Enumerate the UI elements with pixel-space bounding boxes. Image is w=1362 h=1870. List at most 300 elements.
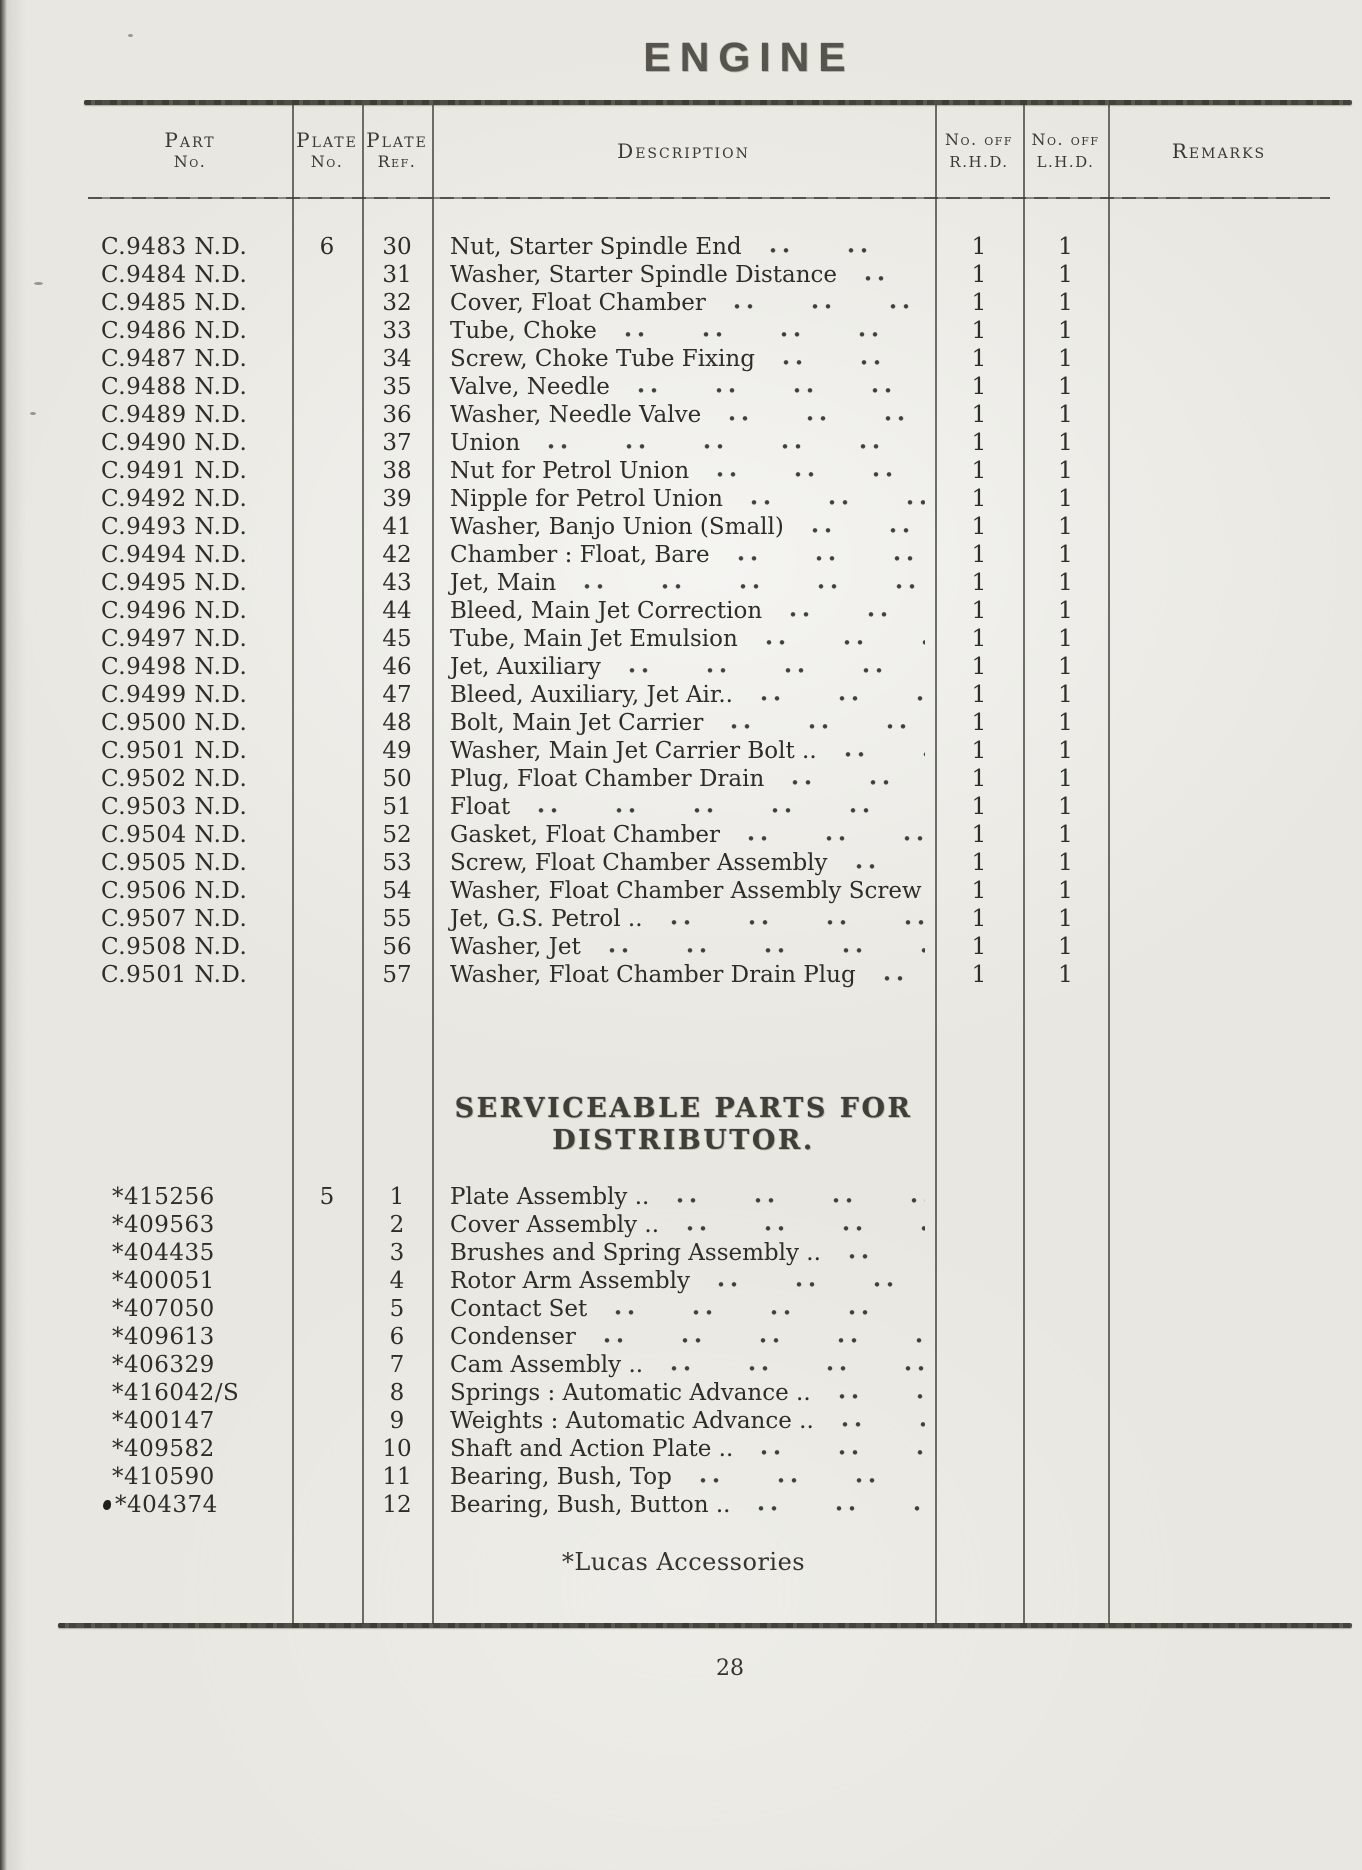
plate-no-cell [292, 401, 362, 429]
no-off-lhd-cell: 1 [1058, 374, 1073, 400]
remarks-cell [1108, 877, 1330, 905]
dot-leader [837, 261, 925, 289]
dot-leader [821, 1239, 925, 1267]
remarks-cell [1108, 1407, 1330, 1435]
table-row [88, 401, 1330, 429]
dot-leader [701, 401, 925, 429]
table-row [88, 513, 1330, 541]
remarks-cell [1108, 233, 1330, 261]
description-cell [432, 1323, 935, 1351]
table-row [88, 1463, 1330, 1491]
table-bottom-rule [58, 1623, 1352, 1628]
plate-no-cell [292, 1463, 362, 1491]
description-cell [432, 1183, 935, 1211]
description-cell [432, 1463, 935, 1491]
description-cell [432, 1295, 935, 1323]
plate-no-cell [292, 1491, 362, 1519]
remarks-cell [1108, 1239, 1330, 1267]
dot-leader [720, 821, 925, 849]
table-row [88, 765, 1330, 793]
carburettor-parts-rows [88, 233, 1330, 989]
plate-no-cell: 6 [319, 234, 335, 260]
plate-no-cell [292, 1295, 362, 1323]
part-no-cell: C.9499 N.D. [101, 682, 248, 708]
part-no-cell: C.9495 N.D. [101, 570, 248, 596]
part-no-cell: C.9485 N.D. [101, 290, 248, 316]
plate-ref-cell: 6 [389, 1324, 405, 1350]
plate-ref-cell: 45 [382, 626, 412, 652]
part-no-cell: *409563 [112, 1212, 215, 1238]
description-cell [432, 513, 935, 541]
no-off-rhd-cell: 1 [971, 850, 987, 876]
no-off-rhd-cell: 1 [971, 374, 987, 400]
no-off-lhd-cell: 1 [1058, 626, 1073, 652]
no-off-rhd-cell: 1 [971, 962, 987, 988]
remarks-cell [1108, 541, 1330, 569]
remarks-cell [1108, 1183, 1330, 1211]
table-row [88, 1267, 1330, 1295]
table-row [88, 1239, 1330, 1267]
plate-ref-cell: 44 [382, 598, 412, 624]
part-no-cell: C.9493 N.D. [101, 514, 248, 540]
remarks-cell [1108, 569, 1330, 597]
no-off-lhd-cell: 1 [1058, 402, 1073, 428]
part-no-cell: C.9501 N.D. [101, 962, 248, 988]
table-row [88, 1379, 1330, 1407]
description-text: Shaft and Action Plate .. [450, 1436, 734, 1462]
no-off-lhd-cell: 1 [1058, 850, 1073, 876]
no-off-rhd-cell [935, 1239, 1023, 1267]
description-cell [432, 345, 935, 373]
description-text: Nut for Petrol Union [450, 458, 690, 484]
table-row [88, 1323, 1330, 1351]
plate-no-cell [292, 961, 362, 989]
no-off-rhd-cell [935, 1407, 1023, 1435]
table-row [88, 373, 1330, 401]
remarks-cell [1108, 1491, 1330, 1519]
plate-ref-cell: 39 [382, 486, 412, 512]
plate-ref-cell: 51 [382, 794, 412, 820]
dot-leader [710, 541, 925, 569]
dot-leader [703, 709, 925, 737]
scan-speck [34, 282, 43, 285]
description-cell [432, 1491, 935, 1519]
part-no-cell: C.9505 N.D. [101, 850, 248, 876]
table-row [88, 429, 1330, 457]
no-off-rhd-cell: 1 [971, 458, 987, 484]
plate-no-cell [292, 597, 362, 625]
table-row [88, 261, 1330, 289]
no-off-lhd-cell: 1 [1058, 570, 1073, 596]
description-cell [432, 541, 935, 569]
part-no-cell: *409613 [112, 1324, 215, 1350]
dot-leader [601, 653, 925, 681]
part-no-cell: *416042/S [112, 1380, 240, 1406]
no-off-rhd-cell [935, 1211, 1023, 1239]
no-off-rhd-cell: 1 [971, 822, 987, 848]
part-no-cell: C.9498 N.D. [101, 654, 248, 680]
part-no-cell: C.9484 N.D. [101, 262, 248, 288]
description-text: Bearing, Bush, Top [450, 1464, 672, 1490]
plate-no-cell [292, 485, 362, 513]
plate-ref-cell: 12 [382, 1492, 412, 1518]
dot-leader [610, 373, 925, 401]
no-off-rhd-cell: 1 [971, 682, 987, 708]
dot-leader [556, 569, 925, 597]
description-text: Cover, Float Chamber [450, 290, 706, 316]
dot-leader [587, 1295, 925, 1323]
table-row [88, 597, 1330, 625]
no-off-lhd-cell [1023, 1407, 1108, 1435]
description-cell [432, 485, 935, 513]
header-no-off-lhd: No. off L.H.D. [1031, 130, 1100, 171]
part-no-cell: *406329 [112, 1352, 215, 1378]
description-text: Washer, Jet [450, 934, 581, 960]
no-off-lhd-cell: 1 [1058, 458, 1073, 484]
page-title: ENGINE [643, 34, 855, 80]
description-text: Gasket, Float Chamber [450, 822, 720, 848]
no-off-rhd-cell [935, 1463, 1023, 1491]
part-no-cell: C.9490 N.D. [101, 430, 248, 456]
no-off-lhd-cell: 1 [1058, 934, 1073, 960]
remarks-cell [1108, 681, 1330, 709]
plate-ref-cell: 36 [382, 402, 412, 428]
no-off-rhd-cell [935, 1183, 1023, 1211]
remarks-cell [1108, 793, 1330, 821]
no-off-lhd-cell: 1 [1058, 598, 1073, 624]
description-cell [432, 317, 935, 345]
description-cell [432, 653, 935, 681]
header-description: Description [617, 139, 750, 163]
part-no-cell: C.9501 N.D. [101, 738, 248, 764]
description-text: Plate Assembly .. [450, 1184, 650, 1210]
no-off-rhd-cell: 1 [971, 570, 987, 596]
dot-leader [811, 1379, 925, 1407]
no-off-lhd-cell: 1 [1058, 514, 1073, 540]
table-row [88, 905, 1330, 933]
table-row [88, 569, 1330, 597]
description-text: Washer, Float Chamber Drain Plug [450, 962, 856, 988]
plate-ref-cell: 49 [382, 738, 412, 764]
plate-ref-cell: 9 [389, 1408, 405, 1434]
description-cell [432, 401, 935, 429]
plate-no-cell [292, 821, 362, 849]
plate-ref-cell: 4 [389, 1268, 405, 1294]
table-row [88, 541, 1330, 569]
no-off-rhd-cell: 1 [971, 738, 987, 764]
no-off-lhd-cell: 1 [1058, 542, 1073, 568]
dot-leader [581, 933, 925, 961]
part-no-cell: C.9486 N.D. [101, 318, 248, 344]
ink-blot-mark [103, 1500, 111, 1510]
remarks-cell [1108, 709, 1330, 737]
dot-leader [814, 1407, 925, 1435]
plate-ref-cell: 37 [382, 430, 412, 456]
plate-no-cell [292, 1211, 362, 1239]
plate-ref-cell: 41 [382, 514, 412, 540]
plate-no-cell [292, 513, 362, 541]
lucas-footnote: *Lucas Accessories [561, 1548, 806, 1576]
no-off-rhd-cell: 1 [971, 430, 987, 456]
plate-ref-cell: 11 [382, 1464, 412, 1490]
table-row [88, 653, 1330, 681]
header-remarks: Remarks [1171, 139, 1267, 163]
plate-ref-cell: 54 [382, 878, 412, 904]
part-no-cell: C.9496 N.D. [101, 598, 248, 624]
no-off-rhd-cell [935, 1351, 1023, 1379]
part-no-cell: C.9491 N.D. [101, 458, 248, 484]
description-text: Bolt, Main Jet Carrier [450, 710, 704, 736]
no-off-rhd-cell: 1 [971, 402, 987, 428]
plate-ref-cell: 46 [382, 654, 412, 680]
description-cell [432, 1407, 935, 1435]
remarks-cell [1108, 1211, 1330, 1239]
table-row [88, 345, 1330, 373]
plate-no-cell [292, 289, 362, 317]
plate-no-cell [292, 765, 362, 793]
no-off-lhd-cell: 1 [1058, 234, 1073, 260]
description-cell [432, 849, 935, 877]
no-off-rhd-cell [935, 1295, 1023, 1323]
part-no-cell: C.9504 N.D. [101, 822, 248, 848]
description-text: Jet, Main [450, 570, 557, 596]
no-off-lhd-cell [1023, 1239, 1108, 1267]
plate-no-cell [292, 373, 362, 401]
dot-leader [690, 1267, 925, 1295]
table-row [88, 233, 1330, 261]
no-off-lhd-cell: 1 [1058, 346, 1073, 372]
dot-leader [706, 289, 925, 317]
part-no-cell: *409582 [112, 1436, 215, 1462]
description-text: Washer, Needle Valve [450, 402, 702, 428]
no-off-lhd-cell [1023, 1211, 1108, 1239]
description-cell [432, 457, 935, 485]
no-off-lhd-cell [1023, 1295, 1108, 1323]
description-cell [432, 1239, 935, 1267]
dot-leader [689, 457, 925, 485]
part-no-cell: C.9489 N.D. [101, 402, 248, 428]
no-off-lhd-cell: 1 [1058, 430, 1073, 456]
plate-ref-cell: 34 [382, 346, 412, 372]
no-off-rhd-cell [935, 1435, 1023, 1463]
description-cell [432, 933, 935, 961]
plate-ref-cell: 32 [382, 290, 412, 316]
page-number: 28 [716, 1656, 744, 1681]
description-text: Float [450, 794, 511, 820]
plate-no-cell [292, 737, 362, 765]
remarks-cell [1108, 1351, 1330, 1379]
remarks-cell [1108, 261, 1330, 289]
no-off-lhd-cell [1023, 1323, 1108, 1351]
plate-ref-cell: 33 [382, 318, 412, 344]
plate-ref-cell: 47 [382, 682, 412, 708]
plate-no-cell [292, 681, 362, 709]
scan-speck [30, 412, 36, 415]
table-row [88, 1351, 1330, 1379]
plate-no-cell [292, 345, 362, 373]
dot-leader [738, 625, 925, 653]
parts-table [88, 100, 1330, 1628]
table-row [88, 1435, 1330, 1463]
plate-no-cell [292, 261, 362, 289]
description-cell [432, 429, 935, 457]
plate-no-cell [292, 793, 362, 821]
table-row [88, 709, 1330, 737]
description-cell [432, 569, 935, 597]
remarks-cell [1108, 961, 1330, 989]
plate-ref-cell: 56 [382, 934, 412, 960]
description-cell [432, 793, 935, 821]
no-off-lhd-cell [1023, 1379, 1108, 1407]
description-text: Weights : Automatic Advance .. [450, 1408, 814, 1434]
no-off-rhd-cell: 1 [971, 514, 987, 540]
plate-no-cell [292, 541, 362, 569]
plate-ref-cell: 57 [382, 962, 412, 988]
description-cell [432, 765, 935, 793]
plate-no-cell [292, 1267, 362, 1295]
plate-ref-cell: 1 [389, 1184, 405, 1210]
description-text: Washer, Starter Spindle Distance [450, 262, 838, 288]
plate-no-cell [292, 1323, 362, 1351]
no-off-rhd-cell: 1 [971, 878, 987, 904]
part-no-cell: *415256 [112, 1184, 215, 1210]
part-no-cell: C.9503 N.D. [101, 794, 248, 820]
no-off-rhd-cell: 1 [971, 766, 987, 792]
remarks-cell [1108, 765, 1330, 793]
description-cell [432, 709, 935, 737]
scan-left-edge [0, 0, 7, 1870]
remarks-cell [1108, 485, 1330, 513]
no-off-rhd-cell: 1 [971, 626, 987, 652]
part-no-cell: C.9500 N.D. [101, 710, 248, 736]
description-cell [432, 961, 935, 989]
description-cell [432, 233, 935, 261]
plate-no-cell [292, 877, 362, 905]
distributor-section-heading: SERVICEABLE PARTS FOR DISTRIBUTOR. [454, 1093, 913, 1156]
description-text: Cover Assembly .. [450, 1212, 659, 1238]
part-no-cell: C.9502 N.D. [101, 766, 248, 792]
remarks-cell [1108, 373, 1330, 401]
no-off-rhd-cell: 1 [971, 486, 987, 512]
table-header-row [88, 105, 1330, 197]
dot-leader [643, 905, 925, 933]
table-row [88, 849, 1330, 877]
description-cell [432, 1351, 935, 1379]
remarks-cell [1108, 597, 1330, 625]
plate-no-cell: 5 [319, 1184, 335, 1210]
plate-ref-cell: 38 [382, 458, 412, 484]
description-text: Contact Set [450, 1296, 588, 1322]
no-off-lhd-cell: 1 [1058, 654, 1073, 680]
no-off-lhd-cell: 1 [1058, 962, 1073, 988]
plate-no-cell [292, 317, 362, 345]
no-off-lhd-cell: 1 [1058, 262, 1073, 288]
no-off-lhd-cell: 1 [1058, 486, 1073, 512]
no-off-lhd-cell: 1 [1058, 290, 1073, 316]
table-row [88, 1183, 1330, 1211]
plate-no-cell [292, 933, 362, 961]
plate-no-cell [292, 1407, 362, 1435]
dot-leader [764, 765, 925, 793]
table-row [88, 793, 1330, 821]
plate-no-cell [292, 1239, 362, 1267]
part-no-cell: C.9487 N.D. [101, 346, 248, 372]
dot-leader [510, 793, 925, 821]
dot-leader [576, 1323, 925, 1351]
remarks-cell [1108, 1323, 1330, 1351]
remarks-cell [1108, 1463, 1330, 1491]
plate-ref-cell: 31 [382, 262, 412, 288]
plate-ref-cell: 2 [389, 1212, 405, 1238]
plate-no-cell [292, 849, 362, 877]
no-off-lhd-cell: 1 [1058, 906, 1073, 932]
description-cell [432, 737, 935, 765]
distributor-parts-rows [88, 1183, 1330, 1519]
remarks-cell [1108, 905, 1330, 933]
part-no-cell: C.9492 N.D. [101, 486, 248, 512]
description-text: Rotor Arm Assembly [450, 1268, 690, 1294]
no-off-rhd-cell [935, 1267, 1023, 1295]
plate-ref-cell: 48 [382, 710, 412, 736]
description-cell [432, 1267, 935, 1295]
part-no-cell: C.9507 N.D. [101, 906, 248, 932]
header-plate-ref: Plate Ref. [366, 128, 428, 171]
description-cell [432, 1379, 935, 1407]
table-row [88, 485, 1330, 513]
table-row [88, 877, 1330, 905]
dot-leader [649, 1183, 925, 1211]
no-off-lhd-cell [1023, 1435, 1108, 1463]
table-row [88, 289, 1330, 317]
description-text: Washer, Banjo Union (Small) [450, 514, 784, 540]
no-off-rhd-cell [935, 1323, 1023, 1351]
no-off-rhd-cell: 1 [971, 542, 987, 568]
plate-ref-cell: 3 [389, 1240, 405, 1266]
remarks-cell [1108, 317, 1330, 345]
part-no-cell: C.9508 N.D. [101, 934, 248, 960]
description-text: Springs : Automatic Advance .. [450, 1380, 811, 1406]
table-row [88, 625, 1330, 653]
table-row [88, 961, 1330, 989]
description-text: Chamber : Float, Bare [450, 542, 710, 568]
description-cell [432, 905, 935, 933]
description-cell [432, 373, 935, 401]
header-underline [88, 197, 1330, 199]
plate-no-cell [292, 709, 362, 737]
table-row [88, 1407, 1330, 1435]
description-text: Brushes and Spring Assembly .. [450, 1240, 821, 1266]
dot-leader [520, 429, 925, 457]
part-no-cell: C.9494 N.D. [101, 542, 248, 568]
plate-ref-cell: 43 [382, 570, 412, 596]
part-no-cell: *410590 [112, 1464, 215, 1490]
remarks-cell [1108, 1435, 1330, 1463]
description-text: Screw, Choke Tube Fixing [450, 346, 755, 372]
dot-leader [742, 233, 925, 261]
part-no-cell: *407050 [112, 1296, 215, 1322]
no-off-rhd-cell: 1 [971, 598, 987, 624]
remarks-cell [1108, 289, 1330, 317]
remarks-cell [1108, 653, 1330, 681]
no-off-lhd-cell: 1 [1058, 682, 1073, 708]
remarks-cell [1108, 849, 1330, 877]
part-no-cell: *400051 [112, 1268, 215, 1294]
part-no-cell: C.9497 N.D. [101, 626, 248, 652]
no-off-lhd-cell [1023, 1491, 1108, 1519]
dot-leader [733, 1435, 925, 1463]
dot-leader [762, 597, 925, 625]
no-off-rhd-cell [935, 1379, 1023, 1407]
